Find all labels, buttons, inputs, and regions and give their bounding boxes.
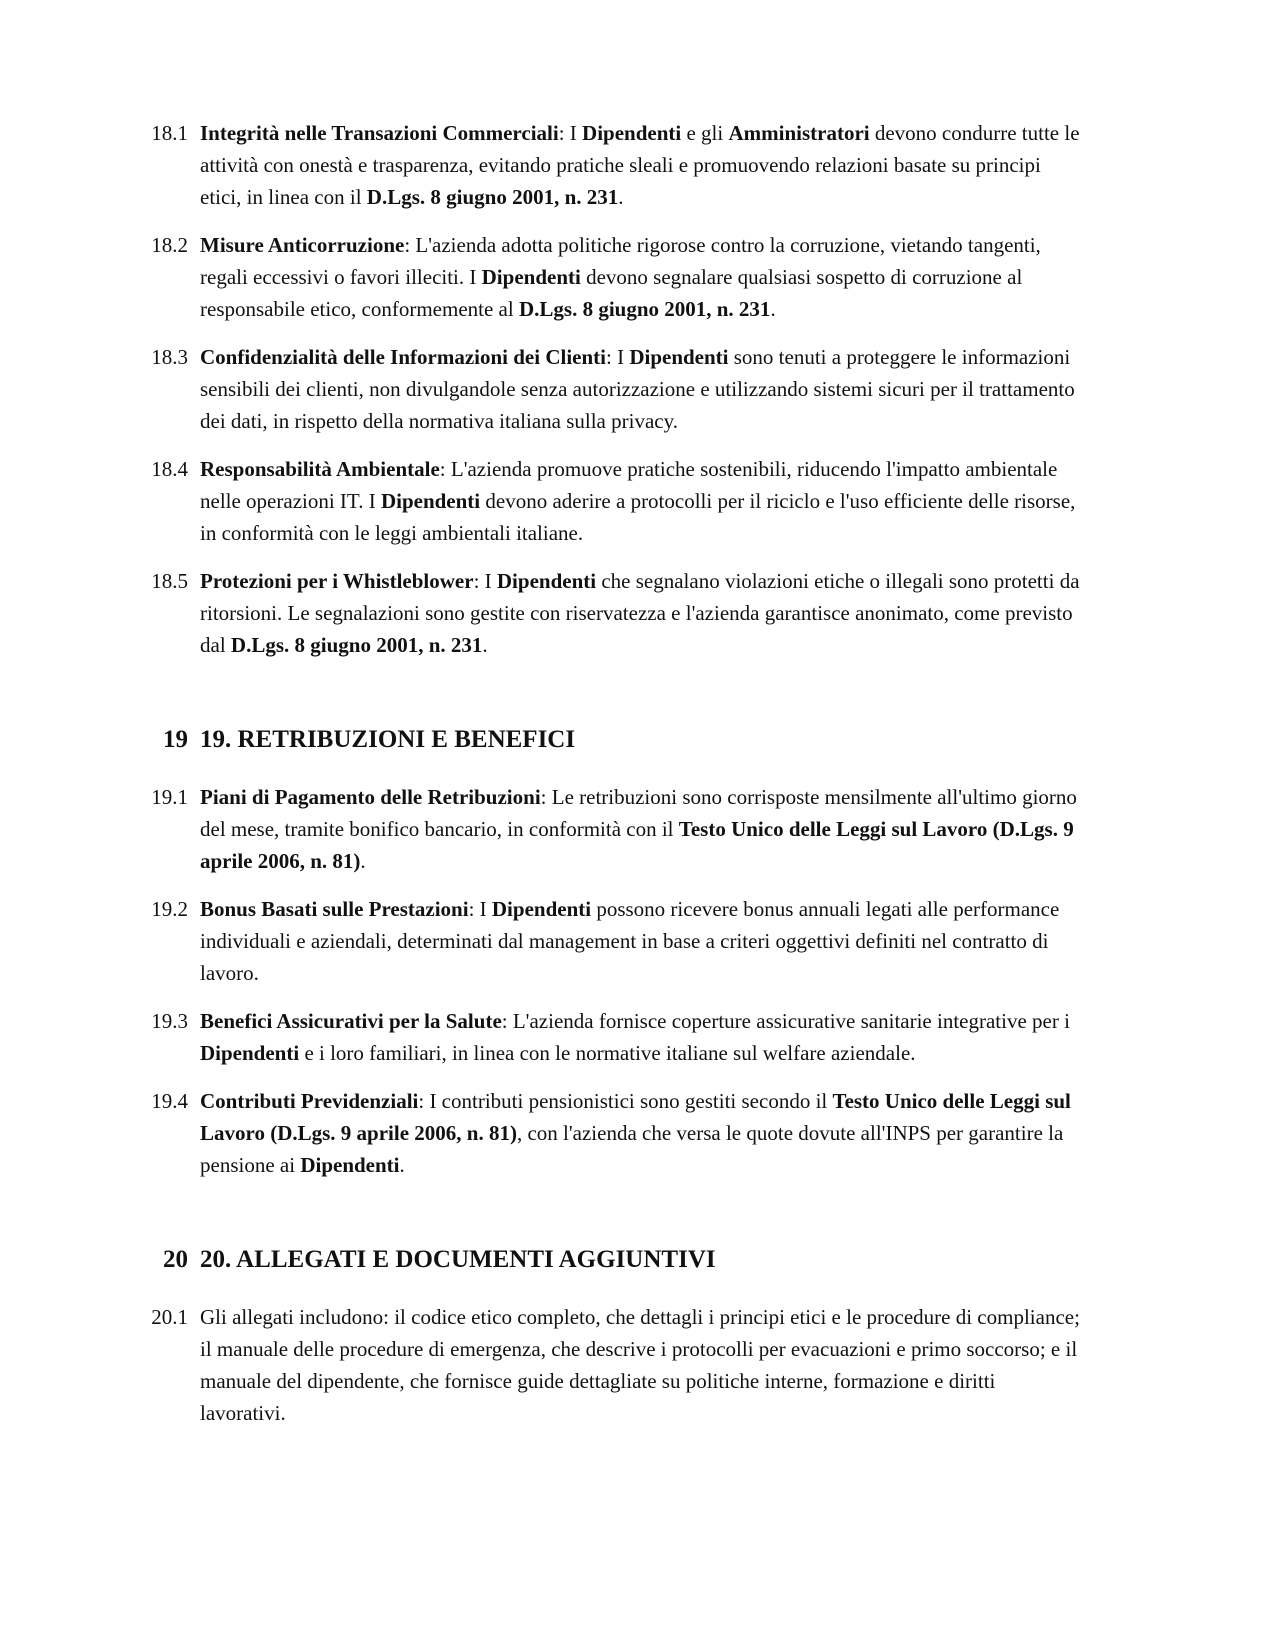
item-number: 20.1	[151, 1305, 188, 1329]
section-title: 20. ALLEGATI E DOCUMENTI AGGIUNTIVI	[200, 1246, 716, 1273]
bold-text-run: Dipendenti	[491, 897, 592, 921]
bold-text-run: Confidenzialità delle Informazioni dei Clienti	[200, 345, 606, 369]
bold-text-run: Benefici Assicurativi per la Salute	[200, 1009, 502, 1033]
text-run: : I contributi pensionistici sono gestiti secondo il	[418, 1089, 833, 1113]
bold-text-run: Dipendenti	[300, 1153, 400, 1177]
bold-text-run: Dipendenti	[481, 265, 581, 289]
item-text	[200, 341, 1080, 437]
text-run: devono aderire a protocolli per il riciclo e l'uso efficiente delle risorse, in conformità con le leggi ambientali italiane.	[200, 489, 1076, 545]
item-18.2	[145, 229, 1275, 325]
text-run: e gli	[681, 121, 729, 145]
item-19.4	[145, 1085, 1275, 1181]
bold-text-run: Dipendenti	[582, 121, 682, 145]
item-text	[200, 565, 1080, 661]
section-heading-19	[145, 723, 1275, 757]
bold-text-run: Testo Unico delle Leggi sul Lavoro (D.Lgs. 9 aprile 2006, n. 81)	[200, 1089, 1071, 1145]
item-number: 18.5	[151, 569, 188, 593]
section-title: 19. RETRIBUZIONI E BENEFICI	[200, 726, 576, 753]
bold-text-run: D.Lgs. 8 giugno 2001, n. 231	[366, 185, 619, 209]
item-number: 19.2	[151, 897, 188, 921]
bold-text-run: Amministratori	[728, 121, 870, 145]
bold-text-run: Dipendenti	[496, 569, 597, 593]
text-run: , con l'azienda che versa le quote dovute all'INPS per garantire la pensione ai	[200, 1121, 1064, 1177]
bold-text-run: Dipendenti	[380, 489, 481, 513]
item-number: 19.4	[151, 1089, 188, 1113]
item-text	[200, 893, 1080, 989]
text-run: .	[360, 849, 366, 873]
bold-text-run: Misure Anticorruzione	[200, 233, 405, 257]
bold-text-run: Protezioni per i Whistleblower	[200, 569, 474, 593]
bold-text-run: D.Lgs. 8 giugno 2001, n. 231	[518, 297, 771, 321]
text-run: possono ricevere bonus annuali legati alle performance individuali e aziendali, determinati dal management in base a criteri oggettivi definiti nel contratto di lavoro.	[200, 897, 1060, 985]
bold-text-run: Integrità nelle Transazioni Commerciali	[200, 121, 559, 145]
item-text	[200, 229, 1080, 325]
text-run: : L'azienda fornisce coperture assicurative sanitarie integrative per i	[501, 1009, 1070, 1033]
section-number: 19	[163, 726, 188, 753]
item-number: 18.2	[151, 233, 188, 257]
item-19.1	[145, 781, 1275, 877]
text-run: .	[618, 185, 624, 209]
text-run: : I	[468, 897, 492, 921]
item-19.2	[145, 893, 1275, 989]
item-18.1	[145, 117, 1275, 213]
item-text	[200, 117, 1080, 213]
item-text	[200, 453, 1080, 549]
item-18.3	[145, 341, 1275, 437]
text-run: devono condurre tutte le attività con onestà e trasparenza, evitando pratiche sleali e promuovendo relazioni basate su principi etici, in linea con il	[200, 121, 1080, 209]
bold-text-run: Dipendenti	[200, 1041, 300, 1065]
item-number: 19.3	[151, 1009, 188, 1033]
text-run: che segnalano violazioni etiche o illegali sono protetti da ritorsioni. Le segnalazioni sono gestite con riservatezza e l'azienda garantisce anonimato, come previsto dal	[200, 569, 1080, 657]
text-run: Gli allegati includono: il codice etico completo, che dettagli i principi etici e le procedure di compliance; il manuale delle procedure di emergenza, che descrive i protocolli per evacuazioni e primo soccorso; e il manuale del dipendente, che fornisce guide dettagliate su politiche interne, formazione e diritti lavorativi.	[200, 1305, 1080, 1425]
item-number: 18.3	[151, 345, 188, 369]
item-18.4	[145, 453, 1275, 549]
item-number: 19.1	[151, 785, 188, 809]
text-run: : L'azienda adotta politiche rigorose contro la corruzione, vietando tangenti, regali eccessivi o favori illeciti. I	[200, 233, 1041, 289]
text-run: : I	[605, 345, 630, 369]
item-text	[200, 1301, 1080, 1429]
text-run: : I	[473, 569, 497, 593]
item-text	[200, 781, 1080, 877]
section-number: 20	[163, 1246, 188, 1273]
item-number: 18.4	[151, 457, 188, 481]
text-run: sono tenuti a proteggere le informazioni sensibili dei clienti, non divulgandole senza autorizzazione e utilizzando sistemi sicuri per il trattamento dei dati, in rispetto della normativa italiana sulla privacy.	[200, 345, 1075, 433]
text-run: : I	[558, 121, 583, 145]
bold-text-run: Testo Unico delle Leggi sul Lavoro (D.Lgs. 9 aprile 2006, n. 81)	[200, 817, 1074, 873]
text-run: e i loro familiari, in linea con le normative italiane sul welfare aziendale.	[299, 1041, 916, 1065]
text-run: .	[399, 1153, 405, 1177]
bold-text-run: Bonus Basati sulle Prestazioni	[200, 897, 469, 921]
item-18.5	[145, 565, 1275, 661]
section-heading-20	[145, 1243, 1275, 1277]
text-run: : L'azienda promuove pratiche sostenibili, riducendo l'impatto ambientale nelle operazioni IT. I	[200, 457, 1058, 513]
bold-text-run: D.Lgs. 8 giugno 2001, n. 231	[230, 633, 483, 657]
item-20.1	[145, 1301, 1275, 1429]
item-text	[200, 1005, 1080, 1069]
text-run: devono segnalare qualsiasi sospetto di corruzione al responsabile etico, conformemente al	[200, 265, 1023, 321]
text-run: .	[770, 297, 776, 321]
text-run: .	[482, 633, 488, 657]
bold-text-run: Piani di Pagamento delle Retribuzioni	[200, 785, 541, 809]
item-text	[200, 1085, 1080, 1181]
bold-text-run: Responsabilità Ambientale	[200, 457, 440, 481]
document-content	[145, 117, 1275, 1429]
item-number: 18.1	[151, 121, 188, 145]
bold-text-run: Contributi Previdenziali	[200, 1089, 419, 1113]
bold-text-run: Dipendenti	[629, 345, 729, 369]
item-19.3	[145, 1005, 1275, 1069]
text-run: : Le retribuzioni sono corrisposte mensilmente all'ultimo giorno del mese, tramite bonifico bancario, in conformità con il	[200, 785, 1077, 841]
